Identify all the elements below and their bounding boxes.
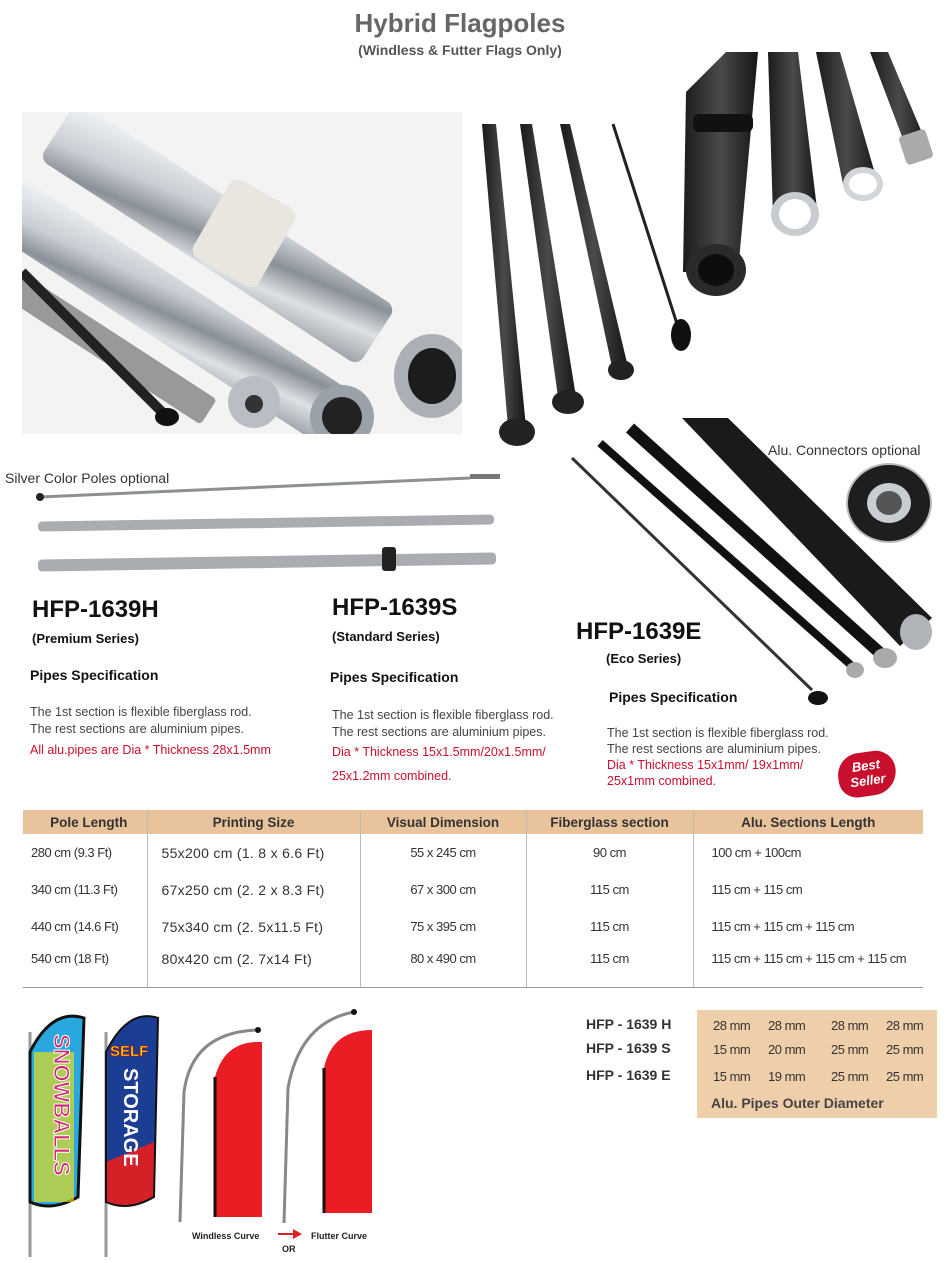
col-visual-dimension: Visual Dimension: [360, 810, 526, 834]
cell-alu-length: 115 cm + 115 cm + 115 cm: [693, 908, 923, 945]
table-row: [23, 945, 923, 987]
cell-pole-length: 340 cm (11.3 Ft): [31, 882, 118, 897]
spec-red2-e: 25x1mm combined.: [607, 774, 717, 788]
diameter-value: 25 mm: [886, 1042, 924, 1057]
spec-line1-e: The 1st section is flexible fiberglass rod.: [607, 726, 829, 740]
cell-pole-length: 280 cm (9.3 Ft): [31, 845, 112, 860]
diameter-value: 28 mm: [886, 1018, 924, 1033]
spec-line2-s: The rest sections are aluminium pipes.: [332, 725, 546, 739]
cell-visual-dimension: 67 x 300 cm: [360, 871, 526, 908]
snowballs-flag-text: SNOWBALLS: [49, 1034, 74, 1176]
cell-printing-size: 80x420 cm (2. 7x14 Ft): [147, 945, 360, 987]
spec-line2-e: The rest sections are aluminium pipes.: [607, 742, 821, 756]
col-printing-size: Printing Size: [147, 810, 360, 834]
col-pole-length: Pole Length: [23, 810, 147, 834]
badge-line1: Best: [850, 756, 881, 775]
spec-line1-s: The 1st section is flexible fiberglass rod.: [332, 708, 554, 722]
self-storage-flag-text: STORAGE: [119, 1068, 141, 1167]
diameter-value: 28 mm: [768, 1018, 806, 1033]
cell-fiberglass: 115 cm: [526, 871, 693, 908]
silver-poles-caption: Silver Color Poles optional: [5, 470, 170, 486]
cell-printing-size: 67x250 cm (2. 2 x 8.3 Ft): [147, 871, 360, 908]
diameter-value: 15 mm: [713, 1069, 751, 1084]
arrow-right-icon: [277, 1228, 303, 1240]
silver-poles-photo: [22, 112, 462, 434]
cell-fiberglass: 90 cm: [526, 834, 693, 871]
cell-printing-size: 55x200 cm (1. 8 x 6.6 Ft): [147, 834, 360, 871]
model-name-s: HFP-1639S: [332, 594, 458, 621]
col-fiberglass-section: Fiberglass section: [526, 810, 693, 834]
cell-alu-length: 115 cm + 115 cm + 115 cm + 115 cm: [693, 945, 923, 987]
model-name-h: HFP-1639H: [32, 596, 159, 623]
spec-heading-s: Pipes Specification: [330, 669, 459, 685]
table-header-row: [23, 810, 923, 834]
diameter-label-h: HFP - 1639 H: [586, 1016, 672, 1032]
cell-fiberglass: 115 cm: [526, 908, 693, 945]
spec-red2-s: 25x1.2mm combined.: [332, 769, 452, 783]
spec-red1-h: All alu.pipes are Dia * Thickness 28x1.5mm: [30, 743, 271, 757]
cell-printing-size: 75x340 cm (2. 5x11.5 Ft): [147, 908, 360, 945]
diameter-value: 25 mm: [886, 1069, 924, 1084]
cell-fiberglass: 115 cm: [526, 945, 693, 987]
model-name-e: HFP-1639E: [576, 618, 702, 645]
cell-visual-dimension: 75 x 395 cm: [360, 908, 526, 945]
snowballs-flag: [22, 1012, 92, 1260]
page-title: Hybrid Flagpoles: [354, 8, 566, 38]
model-series-s: (Standard Series): [332, 629, 440, 644]
diameter-value: 15 mm: [713, 1042, 751, 1057]
diameter-value: 28 mm: [831, 1018, 869, 1033]
diameter-value: 25 mm: [831, 1069, 869, 1084]
windless-curve-label: Windless Curve: [192, 1231, 260, 1241]
cell-visual-dimension: 80 x 490 cm: [360, 945, 526, 987]
specification-table: [23, 810, 923, 988]
diameter-value: 28 mm: [713, 1018, 751, 1033]
spec-red1-s: Dia * Thickness 15x1.5mm/20x1.5mm/: [332, 745, 546, 759]
cell-pole-length: 540 cm (18 Ft): [23, 945, 147, 987]
black-poles-photo: [478, 52, 938, 447]
spec-heading-h: Pipes Specification: [30, 667, 159, 683]
diameter-value: 20 mm: [768, 1042, 806, 1057]
spec-line1-h: The 1st section is flexible fiberglass rod.: [30, 705, 252, 719]
table-row: [23, 871, 923, 908]
diameter-label-e: HFP - 1639 E: [586, 1067, 671, 1083]
badge-line2: Seller: [849, 770, 887, 791]
flutter-curve-label: Flutter Curve: [311, 1231, 368, 1241]
table-row: [23, 834, 923, 871]
silver-poles-diagram: [30, 470, 500, 580]
model-series-h: (Premium Series): [32, 631, 139, 646]
windless-curve-flag: [170, 1022, 270, 1228]
col-alu-sections-length: Alu. Sections Length: [693, 810, 923, 834]
spec-heading-e: Pipes Specification: [609, 689, 738, 705]
diameter-footer: Alu. Pipes Outer Diameter: [711, 1095, 884, 1111]
best-seller-badge: [835, 748, 899, 800]
diameter-label-s: HFP - 1639 S: [586, 1040, 671, 1056]
page-subtitle: (Windless & Futter Flags Only): [358, 42, 562, 58]
diameter-value: 19 mm: [768, 1069, 806, 1084]
model-series-e: (Eco Series): [606, 651, 682, 666]
cell-alu-length: 100 cm + 100cm: [693, 834, 923, 871]
or-label: OR: [282, 1244, 296, 1254]
spec-red1-e: Dia * Thickness 15x1mm/ 19x1mm/: [607, 758, 804, 772]
cell-alu-length: 115 cm + 115 cm: [693, 871, 923, 908]
self-storage-flag-top: SELF: [110, 1043, 149, 1060]
self-storage-flag: [96, 1012, 166, 1260]
table-row: [23, 908, 923, 945]
diameter-value: 25 mm: [831, 1042, 869, 1057]
cell-pole-length: 440 cm (14.6 Ft): [31, 919, 119, 934]
flutter-curve-flag: [276, 1008, 386, 1226]
cell-visual-dimension: 55 x 245 cm: [360, 834, 526, 871]
spec-line2-h: The rest sections are aluminium pipes.: [30, 722, 244, 736]
connectors-caption: Alu. Connectors optional: [768, 442, 921, 458]
